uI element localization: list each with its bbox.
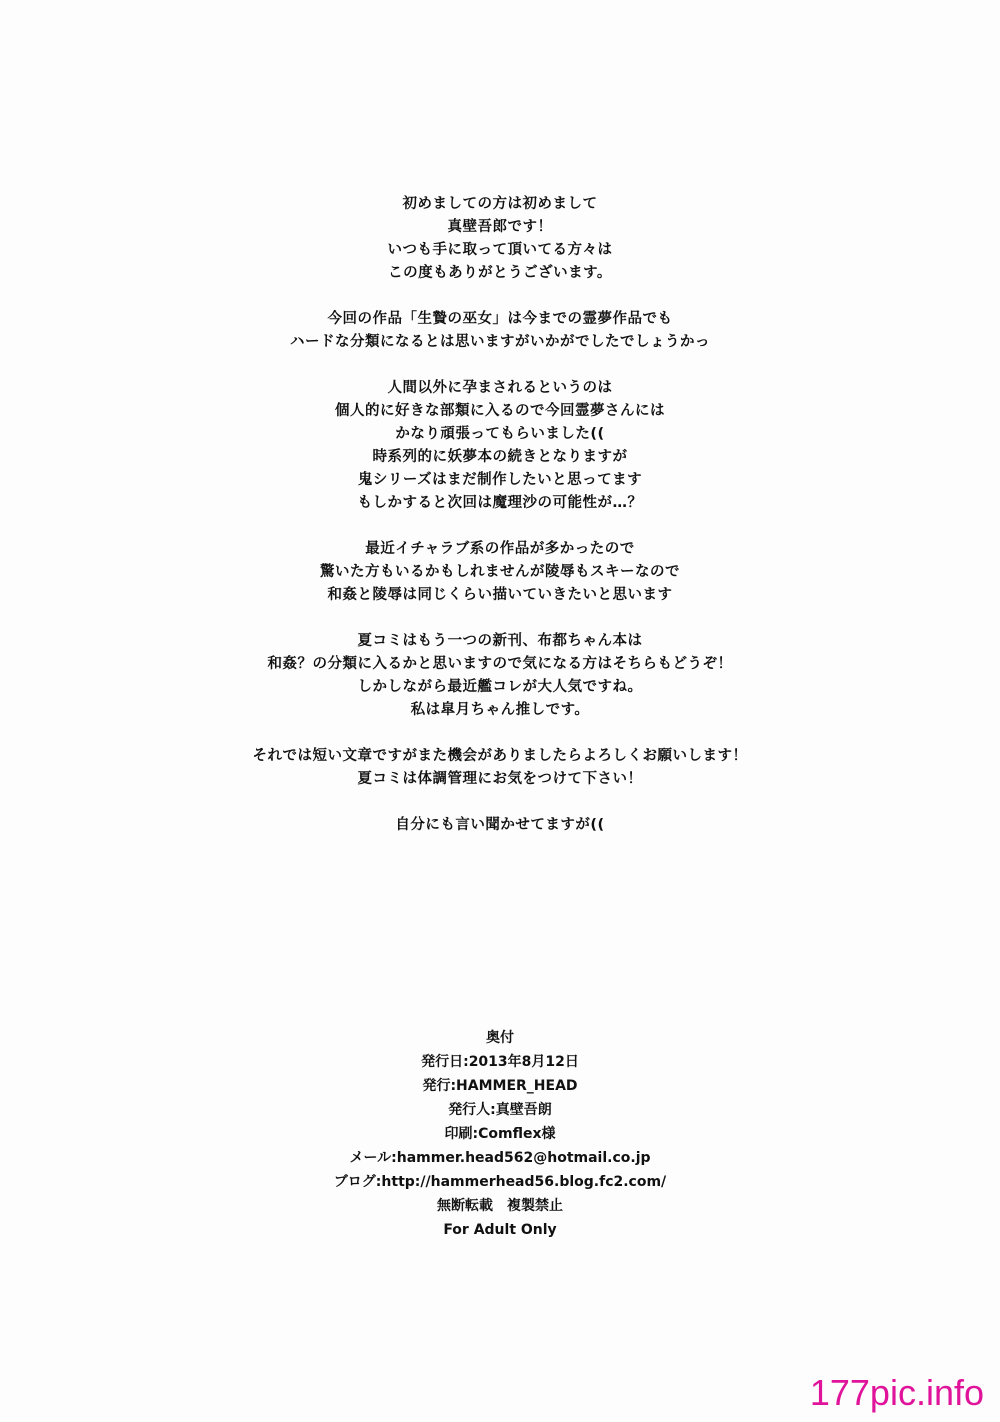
text-line: 和姦？の分類に入るかと思いますので気になる方はそちらもどうぞ！ [267,656,733,672]
colophon-issuer: 発行人:真壁吾朗 [448,1102,552,1118]
colophon-rating: For Adult Only [443,1222,557,1238]
text-line: ハードな分類になるとは思いますがいかがでしたでしょうかっ [290,334,710,350]
text-line: 最近イチャラブ系の作品が多かったので [365,541,635,557]
text-line: 私は皐月ちゃん推しです。 [410,702,590,718]
text-line: いつも手に取って頂いてる方々は [387,242,613,258]
text-line: それでは短い文章ですがまた機会がありましたらよろしくお願いします！ [252,748,748,764]
paragraph-comiket [0,630,1000,722]
text-line: 今回の作品「生贄の巫女」は今までの霊夢作品でも [327,311,673,327]
text-line: 自分にも言い聞かせてますが(( [395,817,605,833]
paragraph-greeting [0,193,1000,285]
text-line: 夏コミは体調管理にお気をつけて下さい！ [357,771,643,787]
watermark: 177pic.info [809,1372,984,1413]
text-line: 驚いた方もいるかもしれませんが陵辱もスキーなので [320,564,680,580]
text-line: 鬼シリーズはまだ制作したいと思ってます [357,472,643,488]
colophon-title: 奥付 [486,1030,514,1046]
text-line: 人間以外に孕まされるというのは [387,380,613,396]
paragraph-final [0,814,1000,837]
text-line: 和姦と陵辱は同じくらい描いていきたいと思います [327,587,673,603]
text-line: しかしながら最近艦コレが大人気ですね。 [357,679,643,695]
text-line: この度もありがとうございます。 [388,265,612,281]
colophon-copyright: 無断転載 複製禁止 [437,1198,563,1214]
text-line: 時系列的に妖夢本の続きとなりますが [372,449,628,465]
colophon [0,1026,1000,1242]
paragraph-theme [0,377,1000,515]
paragraph-closing [0,745,1000,791]
paragraph-work [0,308,1000,354]
text-line: 個人的に好きな部類に入るので今回霊夢さんには [335,403,665,419]
colophon-date: 発行日:2013年8月12日 [421,1054,579,1070]
text-line: 夏コミはもう一つの新刊、布都ちゃん本は [357,633,643,649]
text-line: もしかすると次回は魔理沙の可能性が…？ [357,495,643,511]
afterword-text [0,193,1000,860]
colophon-publisher: 発行:HAMMER_HEAD [422,1078,578,1094]
text-line: 初めましての方は初めまして [402,196,598,212]
colophon-blog: ブログ:http://hammerhead56.blog.fc2.com/ [333,1174,667,1190]
paragraph-recent [0,538,1000,607]
text-line: 真壁吾郎です！ [447,219,553,235]
text-line: かなり頑張ってもらいました(( [395,426,605,442]
colophon-email: メール:hammer.head562@hotmail.co.jp [349,1150,651,1166]
colophon-printer: 印刷:Comflex様 [444,1126,556,1142]
